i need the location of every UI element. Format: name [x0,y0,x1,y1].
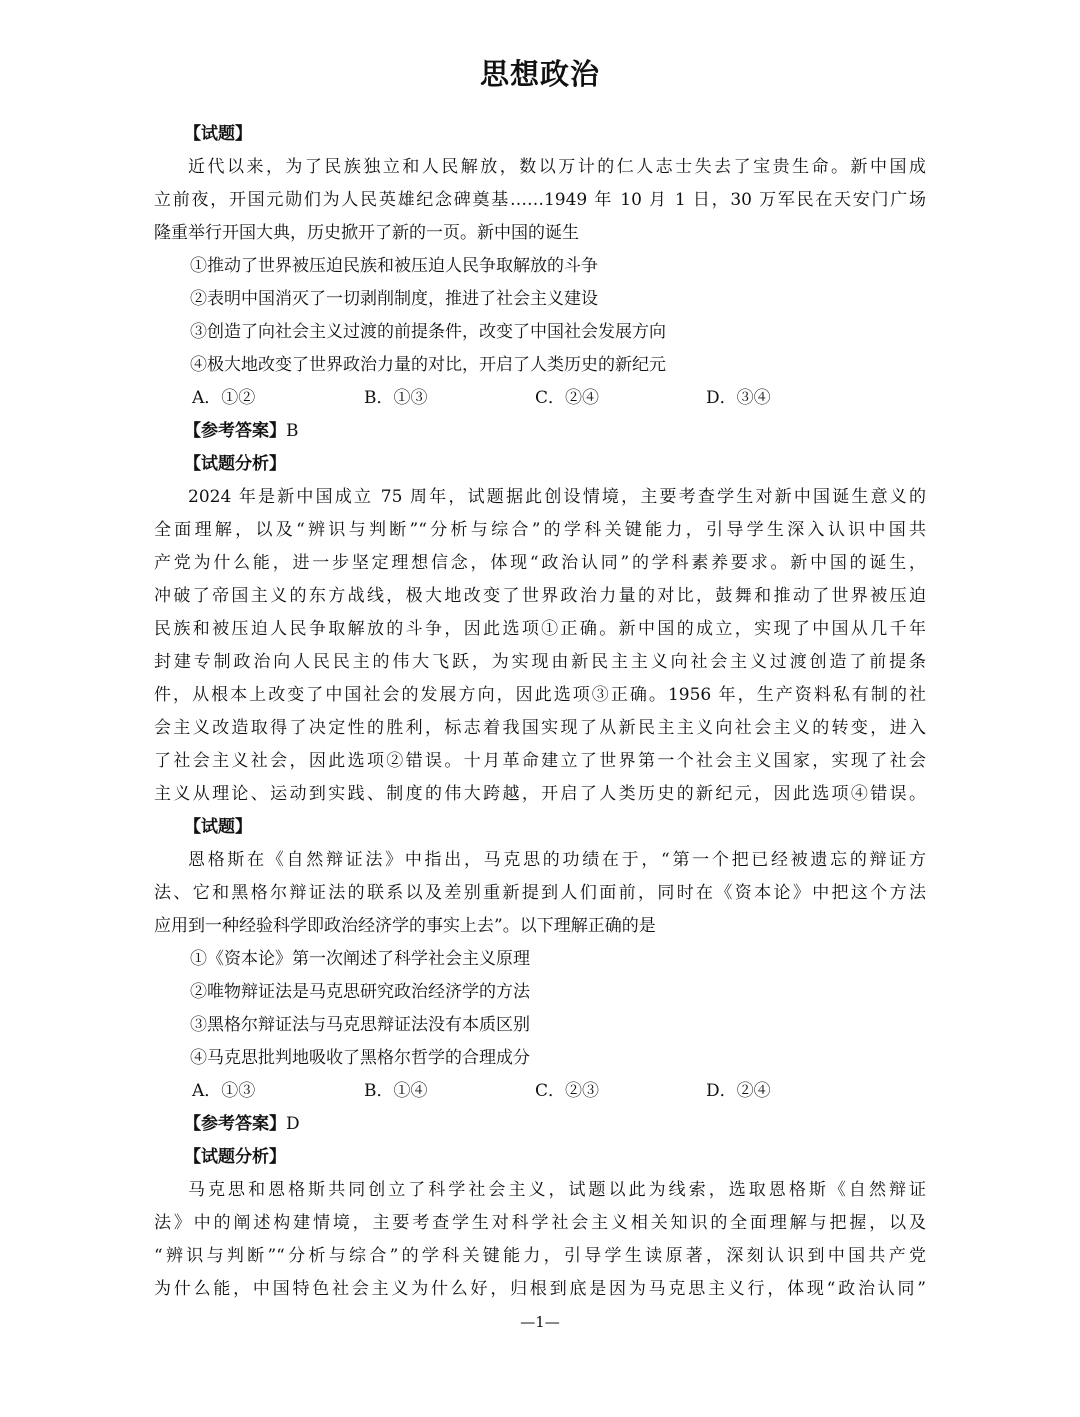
page-title: 思想政治 [479,57,600,91]
q1-answer [184,415,299,448]
answer-label: 【参考答案】 [184,1114,286,1134]
q2-statement: ②唯物辩证法是马克思研究政治经济学的方法 [190,982,530,1002]
q2-stem-line: 恩格斯在《自然辩证法》中指出，马克思的功绩在于，“第一个把已经被遗忘的辩证方 [188,850,926,870]
q1-analysis-line: 全面理解，以及“辨识与判断”“分析与综合”的学科关键能力，引导学生深入认识中国共 [154,520,926,540]
q2-analysis-line: 法》中的阐述构建情境，主要考查学生对科学社会主义相关知识的全面理解与把握，以及 [154,1213,926,1233]
choice-c: C．②③ [535,1081,600,1101]
q1-analysis-heading: 【试题分析】 [184,454,286,474]
choice-b: B．①④ [364,1081,428,1101]
q1-analysis-line: 产党为什么能，进一步坚定理想信念，体现“政治认同”的学科素养要求。新中国的诞生， [154,553,926,573]
q1-statement: ④极大地改变了世界政治力量的对比，开启了人类历史的新纪元 [190,355,666,375]
q1-analysis-line: 了社会主义社会，因此选项②错误。十月革命建立了世界第一个社会主义国家，实现了社会 [154,751,926,771]
q2-stem-line: 应用到一种经验科学即政治经济学的事实上去”。以下理解正确的是 [154,916,656,936]
answer-value: B [286,421,299,441]
q1-stem-line: 立前夜，开国元勋们为人民英雄纪念碑奠基……1949 年 10 月 1 日，30 万军民在天安门广场 [154,190,926,210]
q1-statement: ①推动了世界被压迫民族和被压迫人民争取解放的斗争 [190,256,598,276]
q2-statement: ④马克思批判地吸收了黑格尔哲学的合理成分 [190,1048,530,1068]
q2-answer [184,1108,300,1141]
answer-value: D [286,1114,300,1134]
q1-analysis-line: 冲破了帝国主义的东方战线，极大地改变了世界政治力量的对比，鼓舞和推动了世界被压迫 [154,586,926,606]
q2-statement: ①《资本论》第一次阐述了科学社会主义原理 [190,949,530,969]
q2-analysis-line: “辨识与判断”“分析与综合”的学科关键能力，引导学生读原著，深刻认识到中国共产党 [154,1246,926,1266]
choice-d: D．②④ [706,1081,771,1101]
q1-analysis-line: 主义从理论、运动到实践、制度的伟大跨越，开启了人类历史的新纪元，因此选项④错误。 [154,784,926,804]
choice-c: C．②④ [535,388,600,408]
q2-analysis-line: 为什么能，中国特色社会主义为什么好，归根到底是因为马克思主义行，体现“政治认同” [154,1279,926,1299]
q2-stem-line: 法、它和黑格尔辩证法的联系以及差别重新提到人们面前，同时在《资本论》中把这个方法 [154,883,926,903]
q2-statement: ③黑格尔辩证法与马克思辩证法没有本质区别 [190,1015,530,1035]
choice-b: B．①③ [364,388,428,408]
q1-statement: ②表明中国消灭了一切剥削制度，推进了社会主义建设 [190,289,598,309]
q1-statement: ③创造了向社会主义过渡的前提条件，改变了中国社会发展方向 [190,322,666,342]
q2-heading: 【试题】 [184,817,252,837]
choice-a: A．①③ [192,1081,256,1101]
answer-label: 【参考答案】 [184,421,286,441]
choice-a: A．①② [192,388,256,408]
q1-analysis-line: 封建专制政治向人民民主的伟大飞跃，为实现由新民主主义向社会主义过渡创造了前提条 [154,652,926,672]
q1-choices [192,382,892,415]
q2-choices [192,1075,892,1108]
choice-d: D．③④ [706,388,771,408]
q1-stem-line: 隆重举行开国大典，历史掀开了新的一页。新中国的诞生 [154,223,579,243]
page-number: —1— [520,1313,560,1331]
q2-analysis-line: 马克思和恩格斯共同创立了科学社会主义，试题以此为线索，选取恩格斯《自然辩证 [188,1180,926,1200]
q1-heading: 【试题】 [184,124,252,144]
q1-stem-line: 近代以来，为了民族独立和人民解放，数以万计的仁人志士失去了宝贵生命。新中国成 [188,157,926,177]
q1-analysis-line: 件，从根本上改变了中国社会的发展方向，因此选项③正确。1956 年，生产资料私有制的社 [154,685,926,705]
q1-analysis-line: 2024 年是新中国成立 75 周年，试题据此创设情境，主要考查学生对新中国诞生意义的 [188,487,926,507]
q1-analysis-line: 民族和被压迫人民争取解放的斗争，因此选项①正确。新中国的成立，实现了中国从几千年 [154,619,926,639]
q1-analysis-line: 会主义改造取得了决定性的胜利，标志着我国实现了从新民主主义向社会主义的转变，进入 [154,718,926,738]
q2-analysis-heading: 【试题分析】 [184,1147,286,1167]
